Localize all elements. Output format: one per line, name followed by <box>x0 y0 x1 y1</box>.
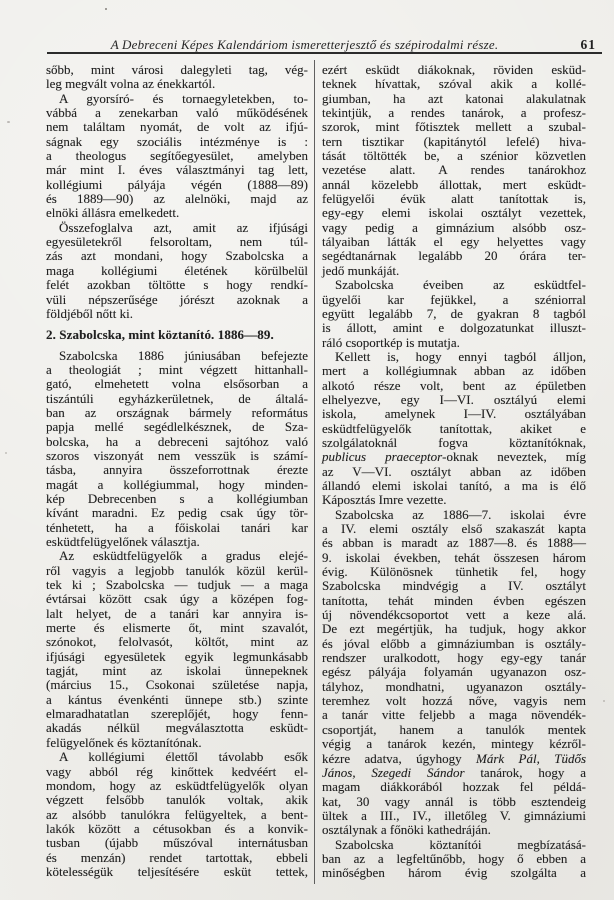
text-line: és abban is maradt az 1887—8. és 1888— <box>322 535 586 551</box>
running-head-title: A Debreceni Képes Kalendáriom ismeretterjesztő és szépirodalmi része. <box>110 37 499 52</box>
text-line: évtársai között csak úgy a középen fog- <box>46 591 308 607</box>
text-line: tását töltötték be, a szénior közvetlen <box>322 148 586 164</box>
text-line: magát a kollégiummal, hogy minden- <box>46 476 308 492</box>
text-line: is állott, amint e dolgozatunkat illuszt- <box>322 320 586 336</box>
text-line: esküdtfelügyelőnek választja. <box>46 534 200 549</box>
text-line: egész pályája folyamán ugyanazon osz- <box>322 664 586 680</box>
text-line: a IV. elemi osztály első szakaszát kapta <box>322 521 586 536</box>
text-line: tályaiban látták el egy helyettes vagy <box>322 234 586 250</box>
scan-speck <box>7 121 10 123</box>
text-line: ráló csoportkép is mutatja. <box>322 334 460 350</box>
text-column-left <box>46 63 308 879</box>
text-line: kép Debrecenben s a kollégiumban <box>46 490 308 506</box>
text-line: végig a tanárok kezén, mintegy kézről- <box>322 736 586 752</box>
text-line: szónokot, felolvasót, költőt, mint az <box>46 634 308 650</box>
text-line: bolcska, ha a debreceni sajtóhoz való <box>46 433 308 449</box>
text-line: zás azt mondani, hogy Szabolcska a <box>46 248 308 264</box>
text-line: vagy abból rég kinőttek kedvéért el- <box>46 763 308 779</box>
text-line: jedő munkáját. <box>322 262 400 278</box>
text-line: papja mellé segédlelkésznek, de Sza- <box>46 419 308 435</box>
text-line: Káposztás Imre vezette. <box>322 492 447 508</box>
scan-speck <box>5 452 7 454</box>
text-line: giumban, ha azt katonai alakulatnak <box>322 90 586 106</box>
text-line: minőségben három évig szolgálta a <box>322 865 586 881</box>
text-line: vábbá a zenekarban való működésének <box>46 105 308 121</box>
text-line: felügyelői évük alatt tanítottak is, <box>322 191 586 207</box>
text-line: De ezt megértjük, ha tudjuk, hogy akkor <box>322 621 586 637</box>
text-line: tern tisztikar (kapitánytól lefelé) hiva- <box>322 133 586 149</box>
text-line: leg megvált volna az énekkartól. <box>46 76 216 92</box>
text-line: már mint I. éves választmányi tag lett, <box>46 162 308 178</box>
text-line: és 1889—90) az alelnöki, majd az <box>46 191 308 207</box>
text-line: (március 15., Csokonai születése napja, <box>46 677 308 693</box>
text-line: tagját, mint az iskolai ünnepeknek <box>46 663 308 679</box>
text-line: és menzán) rendet tartottak, ebbeli <box>46 849 308 865</box>
text-line: Szabolcska köztanítói megbízatásá- <box>335 836 586 852</box>
text-line: segédtanárnak legalább 20 órára ter- <box>322 248 586 264</box>
text-line: vüli népszerűsége jórészt azoknak a <box>46 291 308 307</box>
text-line: felügyelőnek és köztanítónak. <box>46 734 202 750</box>
text-line: ezért esküdt diákoknak, röviden esküd- <box>322 62 586 77</box>
text-line: kívánt maradni. Ez pedig csak úgy tör- <box>46 505 308 521</box>
text-line: annál közelebb állottak, mert esküdt- <box>322 176 586 192</box>
text-line: egyesületekről felsoroltam, nem túl- <box>46 234 308 250</box>
scan-speck <box>603 700 605 702</box>
text-line: Kellett is, hogy ennyi tagból álljon, <box>335 348 586 364</box>
text-line: a theologus segítőegyesület, amelyben <box>46 148 308 164</box>
text-line: Az esküdtfelügyelők a gradus elejé- <box>59 548 308 564</box>
text-line: iskola, amelynek I—IV. osztályában <box>322 406 586 422</box>
text-line: földjéből nőtt ki. <box>46 305 134 321</box>
text-line: tusban (újabb műszóval internátusban <box>46 835 308 851</box>
text-line: ban az országnak bármely református <box>46 404 308 420</box>
text-line: ifjúsági egyesületek egyik legmunkásabb <box>46 648 308 664</box>
text-line: ültek a III., IV., illetőleg V. gimnáziumi <box>322 807 586 823</box>
text-line: lalt helyet, de a tanári kar annyira is- <box>46 605 308 621</box>
text-line: felét azokban töltötte s hogy rendkí- <box>46 277 308 293</box>
text-line: elnöki állásra emelkedett. <box>46 205 180 221</box>
text-column-right <box>322 63 586 881</box>
text-line: Szabolcska éveiben az esküdtfel- <box>335 277 586 293</box>
text-line: a theologiát ; mint végzett hittanhall- <box>46 361 308 377</box>
text-line: állandó elemi iskolai tanító, a ma is élő <box>322 477 586 493</box>
text-line: Szabolcska az 1886—7. iskolai évre <box>335 506 586 522</box>
column-divider <box>314 60 315 884</box>
text-line: az alsóbb tanulókra felügyeltek, a bent- <box>46 806 308 822</box>
header-rule <box>47 52 602 54</box>
text-line: a kántus évenkénti ünnepe stb.) szinte <box>46 691 308 707</box>
text-line: szoros viszonyát nem vesszük is számí- <box>46 447 308 463</box>
text-line: tiszántúli egyházkerületnek, de általá- <box>46 390 308 406</box>
text-line: 9. iskolai években, tehát összesen három <box>322 549 586 565</box>
text-line: kat, 30 vagy annál is több esztendeig <box>322 793 586 809</box>
text-line: tályhoz, mondhatni, ugyanazon osztály- <box>322 678 586 694</box>
text-line: A kollégiumi élettől távolabb esők <box>59 749 308 765</box>
text-line: lakók között a cétusokban és a konvik- <box>46 820 308 836</box>
text-line: magam diákkorából hozzak fel példá- <box>322 779 586 795</box>
text-line: Szabolcska mindvégig a IV. osztályt <box>322 578 586 594</box>
text-line: Összefoglalva azt, amit az ifjúsági <box>59 219 308 235</box>
text-line: nem találtam nyomát, de volt az ifjú- <box>46 119 308 135</box>
text-line: sőbb, mint városi dalegyleti tag, vég- <box>46 62 308 77</box>
page-number: 61 <box>580 37 596 52</box>
text-line: szorok, mint főtisztek mellett a szubal- <box>322 119 586 135</box>
text-line: A gyorsíró- és tornaegyletekben, to- <box>59 90 308 106</box>
text-line: gató, elmehetett volna elsősorban a <box>46 376 308 392</box>
text-line: tek ki ; Szabolcska — tudjuk — a maga <box>46 577 308 593</box>
text-line: új növendékcsoportot vett a keze alá. <box>322 607 586 623</box>
text-line: merte és elismerte őt, mint szavalót, <box>46 620 308 636</box>
text-line: együtt legalább 7, de gyakran 8 tagból <box>322 305 586 321</box>
text-line: egy-egy elemi iskolai osztályt vezettek, <box>322 205 586 221</box>
text-line: vagy pedig a gimnázium alsóbb osz- <box>322 219 586 235</box>
text-line: János, Szegedi Sándor tanárok, hogy a <box>322 764 586 780</box>
text-line: mondom, hogy az esküdtfelügyelők olyan <box>46 777 308 793</box>
text-line: szolgálatoknál fogva köztanítóknak, <box>322 434 586 450</box>
text-line: tanította, tehát minden évben egészen <box>322 592 586 608</box>
text-line: teknek hívattak, szóval akik a kollé- <box>322 76 586 92</box>
text-line: ténhetett, ha a főiskolai tanári kar <box>46 519 308 535</box>
text-line: ről vagyis a legjobb tanulók közül kerül- <box>46 562 308 578</box>
text-line: esküdtfelügyelők tanítottak, akiket e <box>322 420 586 436</box>
text-line: publicus praeceptor-oknak neveztek, míg <box>322 449 586 465</box>
text-line: kézre adatva, úgyhogy Márk Pál, Tüdős <box>322 750 587 766</box>
text-line: ügyelői kar fejükkel, a széniorral <box>322 291 586 307</box>
running-head <box>47 37 602 52</box>
text-line: csoportját, hanem a tanulók mentek <box>322 721 586 737</box>
text-line: Szabolcska 1886 júniusában befejezte <box>59 347 308 363</box>
text-line: ban az a legfeltűnőbb, hogy ő ebben a <box>322 850 586 866</box>
scan-speck <box>105 8 107 10</box>
text-line: tekintjük, a rendes tanárok, a profesz- <box>322 105 586 121</box>
text-line: kötelességük teljesítésére esküt tettek, <box>46 863 308 879</box>
text-line: végzett felsőbb tanulók voltak, akik <box>46 792 308 808</box>
text-line: kollégiumi pályája végén (1888—89) <box>46 176 308 192</box>
text-line: rendszer uralkodott, hogy egy-egy tanár <box>322 650 586 666</box>
text-line: vezetése alatt. A rendes tanárokhoz <box>322 162 586 178</box>
text-line: ságnak egy szociális intézménye is : <box>46 133 308 149</box>
text-line: elhelyezve, egy I—VI. osztályú elemi <box>322 391 586 407</box>
text-line: és jóval előbb a gimnáziumban is osztály- <box>322 635 586 651</box>
text-line: osztálynak a főnöki kathedráján. <box>322 822 491 838</box>
text-line: a tanár vitte feljebb a maga növendék- <box>322 707 586 723</box>
text-line: az V—VI. osztályt abban az időben <box>322 463 586 479</box>
text-line: tásba, annyira összeforrottnak érezte <box>46 462 308 478</box>
section-heading: 2. Szabolcska, mint köztanító. 1886—89. <box>46 327 274 343</box>
text-line: maga kollégiumi életének körülbelül <box>46 262 308 278</box>
text-line: alkotó része volt, bent az épületben <box>322 377 586 393</box>
text-line: teremhez volt hozzá nőve, vagyis nem <box>322 693 586 709</box>
text-line: akadás nélkül megválasztotta esküdt- <box>46 720 308 736</box>
text-line: mert a kollégiumnak abban az időben <box>322 363 586 379</box>
text-line: elmaradhatatlan szereplőjét, hogy fenn- <box>46 706 308 722</box>
text-line: évig. Különösnek tünhetik fel, hogy <box>322 564 586 580</box>
